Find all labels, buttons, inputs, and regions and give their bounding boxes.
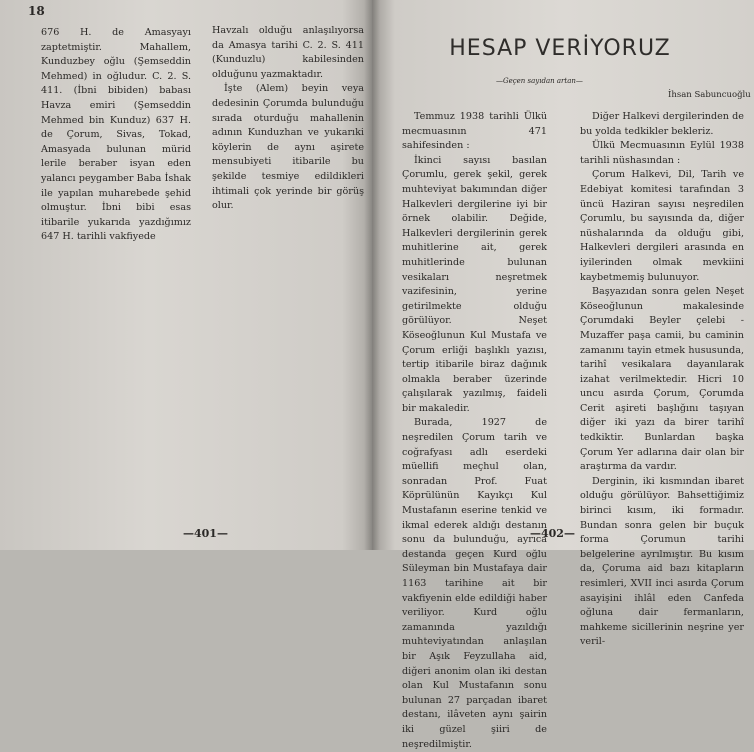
paragraph: Burada, 1927 de neşredilen Çorum tarih ve coğrafyası adlı eserdeki müellifi meçhul olan, sonradan Prof. Fuat Köprülünün Kayıkçı Kul Mustafanın eserine tenkid ve ikmal ederek aldığı destanın sonu da bulunduğu, ayrıca destanda geçen Kurd oğlu Süleyman bin Mustafaya dair 1163 tarihine ait bir vakfiyenin elde edildiği haber veriliyor. Kurd oğlu zamanında yazıldığı muhteviyatından anlaşılan bir Aşık Feyzullaha aid, diğeri anonim olan iki destan olan Kul Mustafanın sonu bulunan 27 parçadan ibaret destanı, ilâveten aynı şairin iki güzel şiiri de neşredilmiştir. [402,417,547,750]
right-column-2 [580,110,744,650]
paragraph: Çorum Halkevi, Dil, Tarih ve Edebiyat komitesi tarafından 3 üncü Haziran sayısı neşredilen Çorumlu, bu sayısında da, diğer nüshalarında da olduğu gibi, Halkevleri dergileri arasında en iyilerinden olmak mevkiini kaybetmemiş bulunuyor. [580,169,744,283]
right-page-footer-number: —402— [530,527,575,540]
paragraph: İşte (Alem) beyin veya dedesinin Çorumda bulunduğu sırada oturduğu mahallenin adının Kunduzhan ve yukarıki köylerin de aynı aşirete mensubiyeti itibarile bu şekilde tesmiye edildikleri ihtimali çok yerinde bir görüş olur. [212,83,364,212]
right-page [372,0,754,750]
left-page [0,0,372,550]
article-subtitle: —Geçen sayıdan artan— [496,77,583,85]
paragraph: 676 H. de Amasyayı zaptetmiştir. Mahallem, Kunduzbey oğlu (Şemseddin Mehmed) in oğludur. C. 2. S. 411. (İbni bibiden) babası Havza emiri (Şemseddin Mehmed bin Kunduz) 637 H. de Çorum, Sivas, Tokad, Amasyada bulunan mürid lerile beraber isyan eden yalancı peygamber Baba İshak ile yapılan muharebede şehid olmuştur. İbni bibi esas itibarile yukarıda yazdığımız 647 H. tarihli vakfiyede [41,27,191,243]
paragraph: İkinci sayısı basılan Çorumlu, gerek şekil, gerek muhteviyat bakımından diğer Halkevleri dergilerine iyi bir örnek olabilir. Değide, Halkevleri dergilerinin gerek muhitlerine ait, gerek muhitlerinde bulunan vesikaları neşretmek vazifesinin, yerine getirilmekte olduğu görülüyor. Neşet Köseoğlunun Kul Mustafa ve Çorum erliği başlıklı yazısı, tertip itibarile biraz dağınık olmakla beraber üzerinde çalışılarak yazılmış, faideli bir makaledir. [402,154,547,414]
left-column-1 [41,26,191,245]
article-author: İhsan Sabuncuoğlu [668,90,751,100]
paragraph: Diğer Halkevi dergilerinden de bu yolda tedkikler bekleriz. [580,111,744,137]
paragraph: Temmuz 1938 tarihli Ülkü mecmuasının 471 sahifesinden : [402,111,547,152]
page-top-number: 18 [28,4,45,18]
paragraph: Başyazıdan sonra gelen Neşet Köseoğlunun makalesinde Çorumdaki Beyler çelebi - Muzaffer paşa camii, bu caminin zamanını tayin etmek hususunda, tarihî vesikalara dayanılarak izahat verilmektedir. Hicri 10 uncu asırda Çorum, Çorumda Cerit aşireti başlığını taşıyan diğer iki yazı da birer tarihî tedkiktir. Bunlardan başka Çorum Yer adlarına dair olan bir araştırma da vardır. [580,286,744,473]
right-column-1 [402,110,547,752]
left-column-2 [212,24,364,214]
article-title: HESAP VERİYORUZ [449,36,671,61]
paragraph: Havzalı olduğu anlaşılıyorsa da Amasya tarihi C. 2. S. 411 (Kunduzlu) kabilesinden olduğunu yazmaktadır. [212,25,364,80]
paragraph: Ülkü Mecmuasının Eylül 1938 tarihli nüshasından : [580,140,744,166]
book-gutter [364,0,380,550]
left-page-footer-number: —401— [183,527,228,540]
paragraph: Derginin, iki kısmından ibaret olduğu görülüyor. Bahsettiğimiz birinci kısım, iki formadır. Bundan sonra gelen bir buçuk forma Çorumun tarihi belgelerine ayrılmıştır. Bu kısım da, Çoruma aid bazı kitapların resimleri, XVII inci asırda Çorum asayişini ihlâl eden Canfeda oğluna dair fermanların, mahkeme sicillerinin neşrine yer veril- [580,475,744,648]
